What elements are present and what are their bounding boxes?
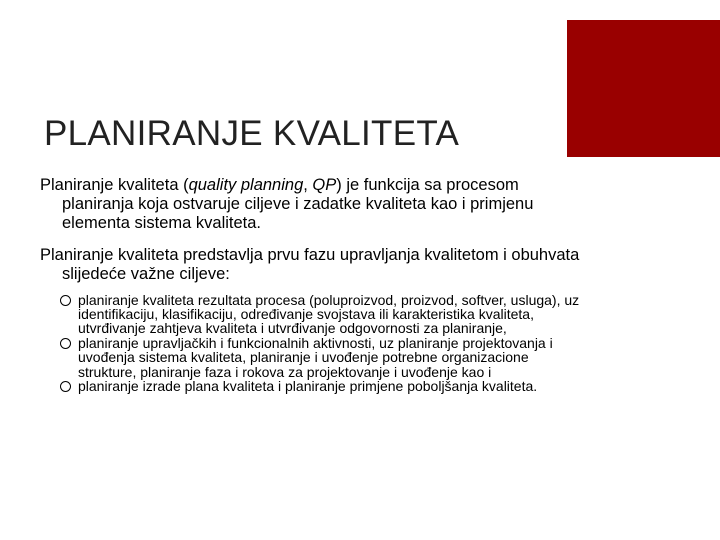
- paragraph1-term: quality planning: [188, 176, 304, 194]
- hollow-circle-bullet-icon: [60, 381, 71, 392]
- paragraph1-rest: ) je funkcija sa procesom planiranja koja ostvaruje ciljeve i zadatke kvaliteta kao i primjenu elementa sistema kvaliteta.: [62, 176, 534, 232]
- slide-title: PLANIRANJE KVALITETA: [44, 114, 460, 153]
- goals-list: [40, 293, 580, 393]
- paragraph-goals-intro: Planiranje kvaliteta predstavlja prvu fazu upravljanja kvalitetom i obuhvata slijedeće važne ciljeve:: [40, 246, 580, 283]
- hollow-circle-bullet-icon: [60, 295, 71, 306]
- list-item: [60, 379, 580, 393]
- hollow-circle-bullet-icon: [60, 338, 71, 349]
- list-item: [60, 293, 580, 336]
- paragraph1-abbr: QP: [312, 176, 337, 194]
- list-item: [60, 336, 580, 379]
- list-item-text: planiranje izrade plana kvaliteta i planiranje primjene poboljšanja kvaliteta.: [78, 378, 538, 395]
- paragraph1-sep: ,: [303, 176, 313, 194]
- paragraph-quality-planning-definition: [40, 176, 580, 233]
- accent-block: [567, 20, 720, 157]
- list-item-text: planiranje kvaliteta rezultata procesa (poluproizvod, proizvod, softver, usluga), uz identifikaciju, klasifikaciju, određivanje svojstava ili karakteristika kvaliteta, utvrđivanje zahtjeva kvaliteta i utvrđivanje odgovornosti za planiranje,: [78, 292, 580, 337]
- paragraph1-lead: Planiranje kvaliteta (: [40, 176, 189, 194]
- list-item-text: planiranje upravljačkih i funkcionalnih aktivnosti, uz planiranje projektovanja i uvođenja sistema kvaliteta, planiranje i uvođenje potrebne organizacione strukture, planiranje faza i rokova za projektovanje i uvođenje kao i: [78, 335, 553, 380]
- slide-content: [40, 176, 580, 394]
